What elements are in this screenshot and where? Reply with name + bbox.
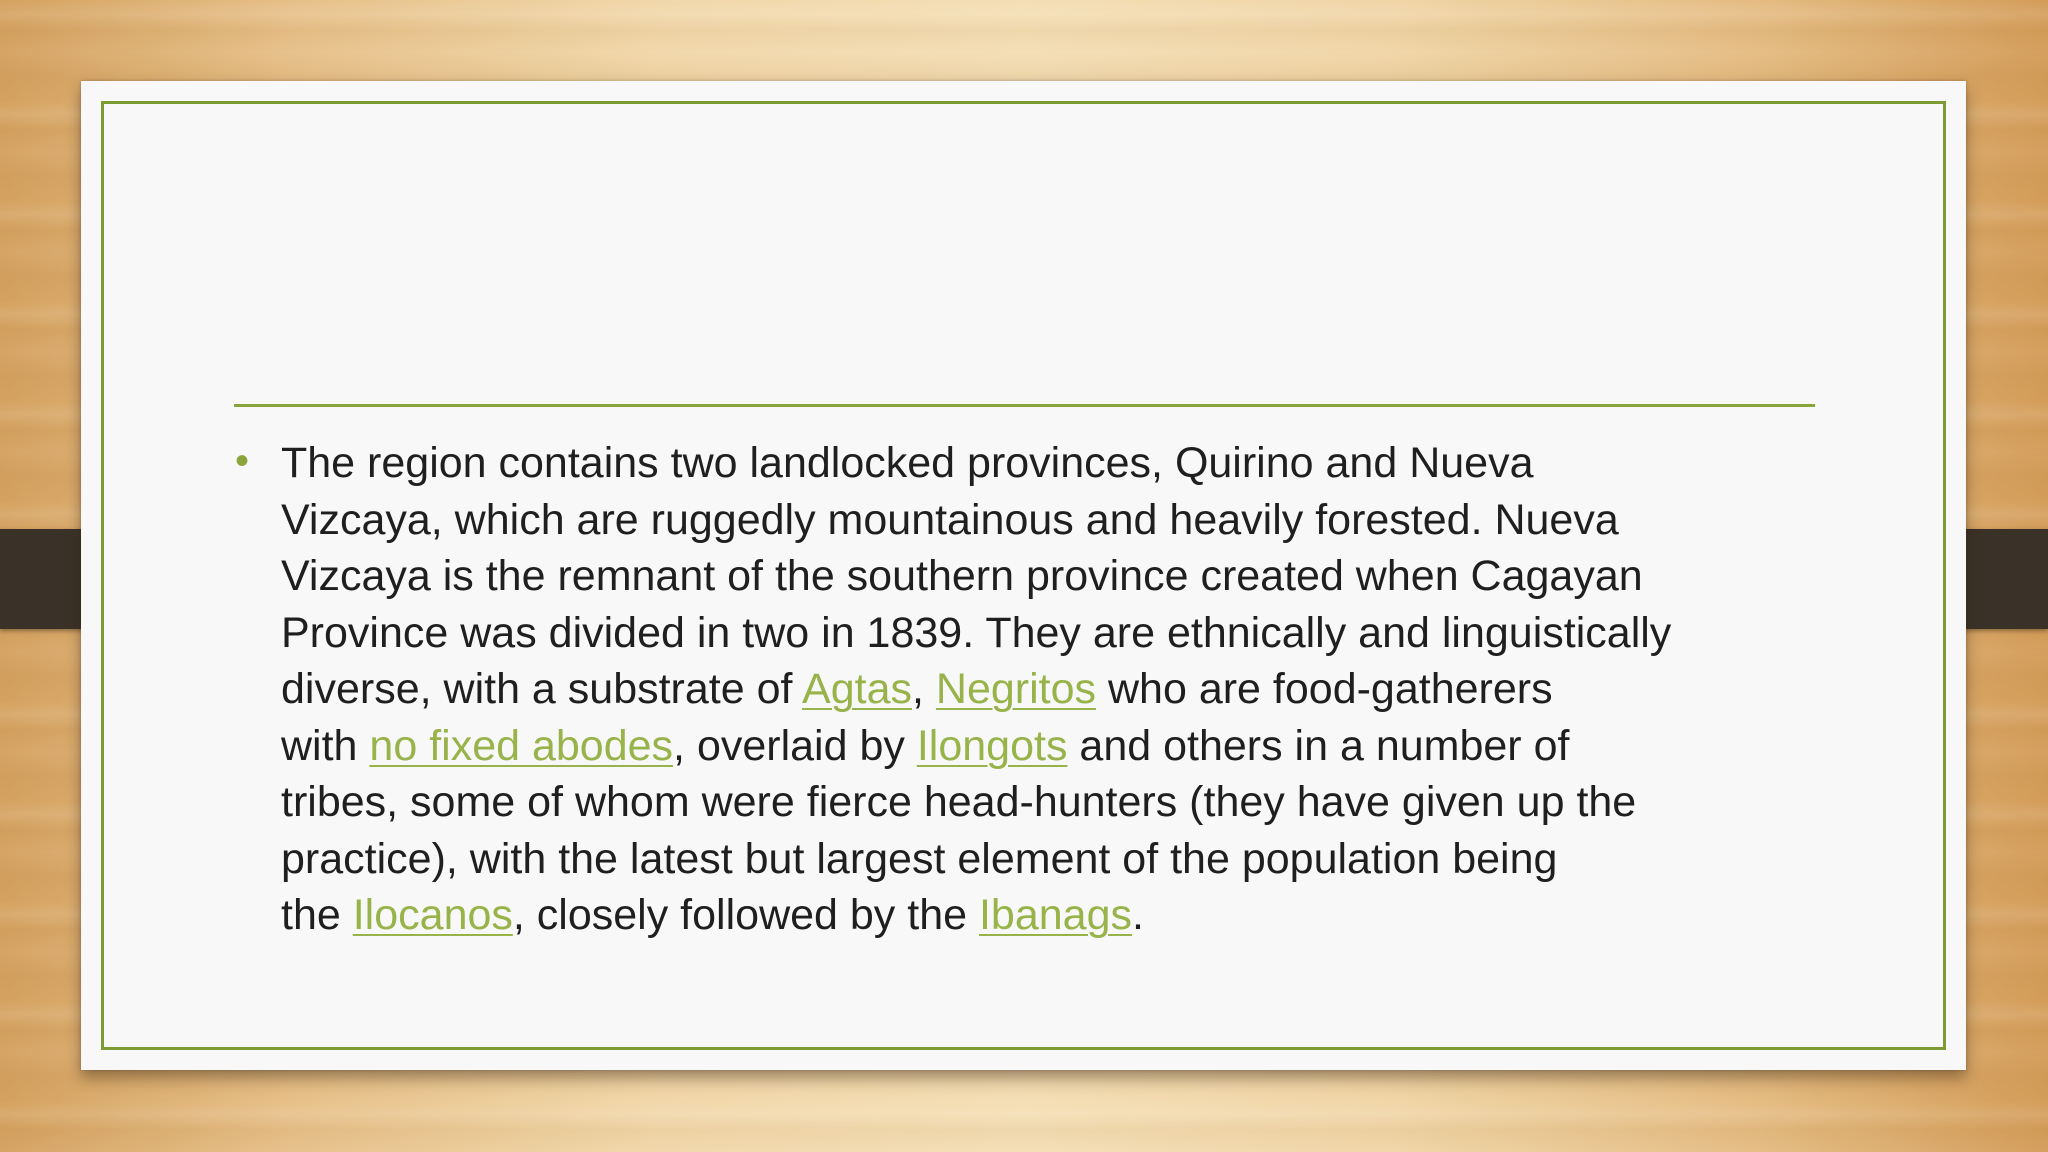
- link-ilocanos[interactable]: Ilocanos: [352, 891, 513, 939]
- slide-body: [235, 435, 1875, 944]
- text-line: [281, 605, 1875, 662]
- link-negritos[interactable]: Negritos: [935, 665, 1097, 713]
- text-run: , closely followed by the: [512, 891, 979, 939]
- text-run: who are food-gatherers: [1096, 665, 1553, 713]
- text-run: the: [281, 891, 353, 939]
- text-run: tribes, some of whom were fierce head-hunters (they have given up the: [281, 778, 1637, 826]
- text-run: diverse, with a substrate of: [281, 665, 803, 713]
- link-ilongots[interactable]: Ilongots: [916, 721, 1068, 770]
- text-run: with: [281, 721, 370, 770]
- text-line: [281, 492, 1875, 549]
- text-run: Province was divided in two in 1839. They are ethnically and linguistically: [281, 608, 1672, 657]
- link-agtas[interactable]: Agtas: [802, 665, 913, 713]
- text-line: [281, 718, 1875, 775]
- bullet-item: [235, 435, 1875, 944]
- text-line: [281, 548, 1875, 605]
- text-run: , overlaid by: [673, 721, 917, 770]
- text-line: [281, 661, 1875, 718]
- text-line: [281, 831, 1875, 888]
- text-run: ,: [912, 665, 936, 713]
- text-line: [281, 435, 1875, 492]
- bullet-icon: •: [235, 439, 250, 483]
- slide: [81, 81, 1966, 1070]
- text-run: practice), with the latest but largest element of the population being: [281, 834, 1558, 883]
- link-ibanags[interactable]: Ibanags: [978, 891, 1133, 939]
- text-run: Vizcaya is the remnant of the southern province created when Cagayan: [281, 552, 1643, 600]
- link-no-fixed-abodes[interactable]: no fixed abodes: [369, 721, 674, 770]
- text-run: .: [1132, 891, 1144, 939]
- text-line: [281, 887, 1875, 944]
- title-divider: [234, 404, 1815, 407]
- text-run: The region contains two landlocked provinces, Quirino and Nueva: [281, 439, 1534, 487]
- text-line: [281, 774, 1875, 831]
- text-run: and others in a number of: [1067, 721, 1570, 770]
- text-run: Vizcaya, which are ruggedly mountainous and heavily forested. Nueva: [281, 495, 1619, 544]
